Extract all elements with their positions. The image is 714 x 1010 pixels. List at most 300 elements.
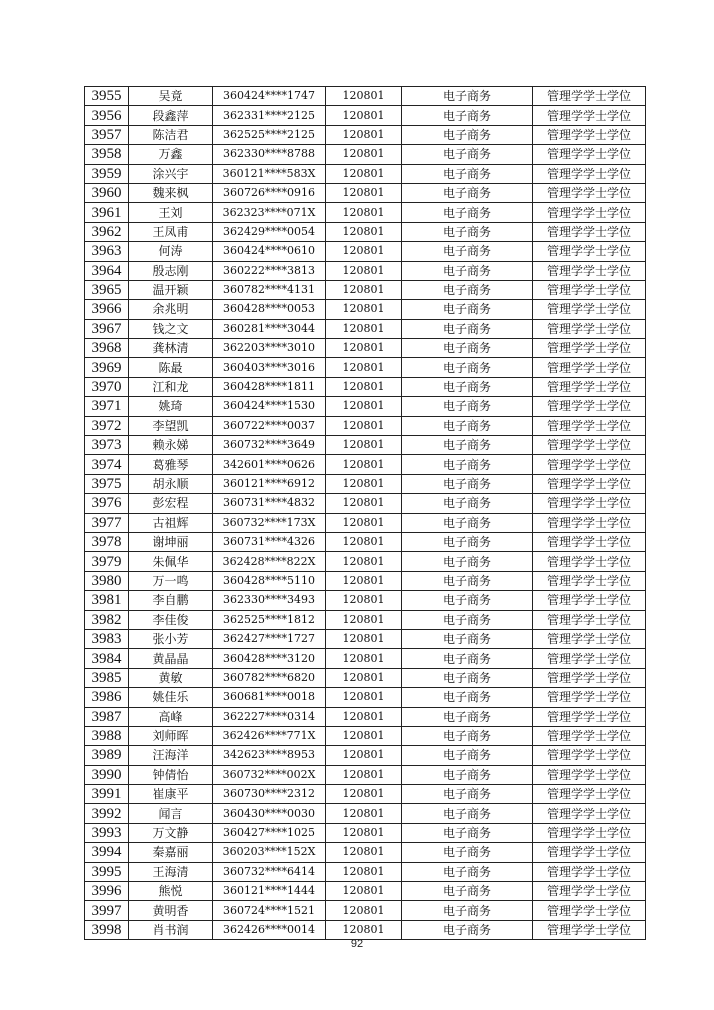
- major-code: 120801: [326, 183, 402, 202]
- major-name: 电子商务: [402, 649, 533, 668]
- degree-type: 管理学学士学位: [533, 649, 646, 668]
- major-name: 电子商务: [402, 416, 533, 435]
- row-number: 3965: [85, 280, 129, 299]
- degree-type: 管理学学士学位: [533, 377, 646, 396]
- table-row: [85, 300, 646, 319]
- degree-type: 管理学学士学位: [533, 804, 646, 823]
- major-code: 120801: [326, 242, 402, 261]
- student-name: 陈最: [129, 358, 213, 377]
- student-name: 姚佳乐: [129, 688, 213, 707]
- row-number: 3956: [85, 106, 129, 125]
- row-number: 3990: [85, 765, 129, 784]
- student-name: 王刘: [129, 203, 213, 222]
- major-code: 120801: [326, 629, 402, 648]
- table-row: [85, 765, 646, 784]
- table-row: [85, 261, 646, 280]
- student-name: 王凤甫: [129, 222, 213, 241]
- major-code: 120801: [326, 474, 402, 493]
- row-number: 3975: [85, 474, 129, 493]
- table-row: [85, 474, 646, 493]
- major-code: 120801: [326, 649, 402, 668]
- major-name: 电子商务: [402, 629, 533, 648]
- id-number: 360726****0916: [213, 183, 326, 202]
- table-row: [85, 436, 646, 455]
- degree-type: 管理学学士学位: [533, 145, 646, 164]
- major-code: 120801: [326, 494, 402, 513]
- table-row: [85, 823, 646, 842]
- major-code: 120801: [326, 416, 402, 435]
- row-number: 3962: [85, 222, 129, 241]
- degree-type: 管理学学士学位: [533, 726, 646, 745]
- table-row: [85, 610, 646, 629]
- major-name: 电子商务: [402, 319, 533, 338]
- student-name: 万一鸣: [129, 571, 213, 590]
- id-number: 360121****1444: [213, 882, 326, 901]
- row-number: 3958: [85, 145, 129, 164]
- row-number: 3976: [85, 494, 129, 513]
- table-row: [85, 494, 646, 513]
- major-name: 电子商务: [402, 746, 533, 765]
- student-name: 江和龙: [129, 377, 213, 396]
- student-name: 汪海洋: [129, 746, 213, 765]
- row-number: 3973: [85, 436, 129, 455]
- major-name: 电子商务: [402, 397, 533, 416]
- degree-type: 管理学学士学位: [533, 513, 646, 532]
- student-name: 吴竟: [129, 87, 213, 106]
- id-number: 360121****583X: [213, 164, 326, 183]
- table-row: [85, 222, 646, 241]
- student-name: 钟倩怡: [129, 765, 213, 784]
- student-name: 涂兴宇: [129, 164, 213, 183]
- table-row: [85, 726, 646, 745]
- student-name: 古祖辉: [129, 513, 213, 532]
- degree-type: 管理学学士学位: [533, 532, 646, 551]
- major-code: 120801: [326, 261, 402, 280]
- row-number: 3992: [85, 804, 129, 823]
- major-code: 120801: [326, 785, 402, 804]
- major-name: 电子商务: [402, 494, 533, 513]
- row-number: 3986: [85, 688, 129, 707]
- student-name: 秦嘉丽: [129, 843, 213, 862]
- table-row: [85, 688, 646, 707]
- id-number: 362426****771X: [213, 726, 326, 745]
- id-number: 360403****3016: [213, 358, 326, 377]
- row-number: 3997: [85, 901, 129, 920]
- degree-type: 管理学学士学位: [533, 688, 646, 707]
- id-number: 360121****6912: [213, 474, 326, 493]
- major-code: 120801: [326, 222, 402, 241]
- degree-type: 管理学学士学位: [533, 280, 646, 299]
- row-number: 3993: [85, 823, 129, 842]
- table-row: [85, 571, 646, 590]
- row-number: 3957: [85, 125, 129, 144]
- student-name: 赖永娣: [129, 436, 213, 455]
- student-name: 黄晶晶: [129, 649, 213, 668]
- student-name: 彭宏程: [129, 494, 213, 513]
- degree-type: 管理学学士学位: [533, 785, 646, 804]
- table-row: [85, 242, 646, 261]
- degree-type: 管理学学士学位: [533, 203, 646, 222]
- degree-type: 管理学学士学位: [533, 668, 646, 687]
- major-name: 电子商务: [402, 436, 533, 455]
- table-row: [85, 843, 646, 862]
- major-code: 120801: [326, 688, 402, 707]
- major-name: 电子商务: [402, 87, 533, 106]
- major-code: 120801: [326, 823, 402, 842]
- row-number: 3964: [85, 261, 129, 280]
- major-name: 电子商务: [402, 843, 533, 862]
- degree-type: 管理学学士学位: [533, 901, 646, 920]
- degree-type: 管理学学士学位: [533, 397, 646, 416]
- major-name: 电子商务: [402, 125, 533, 144]
- degree-type: 管理学学士学位: [533, 106, 646, 125]
- major-name: 电子商务: [402, 610, 533, 629]
- table-row: [85, 513, 646, 532]
- id-number: 360222****3813: [213, 261, 326, 280]
- table-row: [85, 552, 646, 571]
- major-name: 电子商务: [402, 552, 533, 571]
- table-row: [85, 87, 646, 106]
- id-number: 360782****4131: [213, 280, 326, 299]
- id-number: 360722****0037: [213, 416, 326, 435]
- table-row: [85, 377, 646, 396]
- degree-type: 管理学学士学位: [533, 823, 646, 842]
- student-name: 朱佩华: [129, 552, 213, 571]
- table-row: [85, 920, 646, 939]
- degree-type: 管理学学士学位: [533, 436, 646, 455]
- student-name: 钱之文: [129, 319, 213, 338]
- major-name: 电子商务: [402, 804, 533, 823]
- id-number: 360281****3044: [213, 319, 326, 338]
- major-name: 电子商务: [402, 513, 533, 532]
- degree-type: 管理学学士学位: [533, 746, 646, 765]
- row-number: 3991: [85, 785, 129, 804]
- major-code: 120801: [326, 203, 402, 222]
- degree-type: 管理学学士学位: [533, 87, 646, 106]
- id-number: 342623****8953: [213, 746, 326, 765]
- degree-type: 管理学学士学位: [533, 494, 646, 513]
- row-number: 3978: [85, 532, 129, 551]
- student-name: 余兆明: [129, 300, 213, 319]
- student-name: 黄敏: [129, 668, 213, 687]
- id-number: 362428****822X: [213, 552, 326, 571]
- id-number: 362525****2125: [213, 125, 326, 144]
- student-name: 温开颖: [129, 280, 213, 299]
- degree-type: 管理学学士学位: [533, 571, 646, 590]
- id-number: 360732****3649: [213, 436, 326, 455]
- major-code: 120801: [326, 319, 402, 338]
- id-number: 360724****1521: [213, 901, 326, 920]
- row-number: 3983: [85, 629, 129, 648]
- id-number: 360732****173X: [213, 513, 326, 532]
- id-number: 362427****1727: [213, 629, 326, 648]
- row-number: 3974: [85, 455, 129, 474]
- degree-type: 管理学学士学位: [533, 629, 646, 648]
- student-name: 王海清: [129, 862, 213, 881]
- row-number: 3987: [85, 707, 129, 726]
- degree-type: 管理学学士学位: [533, 455, 646, 474]
- table-row: [85, 164, 646, 183]
- id-number: 360731****4326: [213, 532, 326, 551]
- page-number: 92: [350, 938, 364, 950]
- degree-type: 管理学学士学位: [533, 882, 646, 901]
- table-row: [85, 183, 646, 202]
- id-number: 360203****152X: [213, 843, 326, 862]
- degree-type: 管理学学士学位: [533, 765, 646, 784]
- degree-type: 管理学学士学位: [533, 222, 646, 241]
- major-code: 120801: [326, 882, 402, 901]
- major-code: 120801: [326, 726, 402, 745]
- table-row: [85, 785, 646, 804]
- id-number: 362525****1812: [213, 610, 326, 629]
- id-number: 360428****5110: [213, 571, 326, 590]
- degree-type: 管理学学士学位: [533, 843, 646, 862]
- degree-type: 管理学学士学位: [533, 300, 646, 319]
- major-code: 120801: [326, 668, 402, 687]
- id-number: 360428****1811: [213, 377, 326, 396]
- table-row: [85, 125, 646, 144]
- major-name: 电子商务: [402, 455, 533, 474]
- student-name: 崔康平: [129, 785, 213, 804]
- table-row: [85, 203, 646, 222]
- student-name: 龚林清: [129, 339, 213, 358]
- major-name: 电子商务: [402, 164, 533, 183]
- student-name: 肖书润: [129, 920, 213, 939]
- major-code: 120801: [326, 591, 402, 610]
- major-code: 120801: [326, 106, 402, 125]
- major-code: 120801: [326, 552, 402, 571]
- table-row: [85, 358, 646, 377]
- table-row: [85, 668, 646, 687]
- row-number: 3989: [85, 746, 129, 765]
- table-row: [85, 804, 646, 823]
- roster-body: [85, 87, 646, 940]
- row-number: 3988: [85, 726, 129, 745]
- table-row: [85, 339, 646, 358]
- id-number: 360428****0053: [213, 300, 326, 319]
- degree-type: 管理学学士学位: [533, 125, 646, 144]
- major-code: 120801: [326, 164, 402, 183]
- student-name: 李自鹏: [129, 591, 213, 610]
- degree-type: 管理学学士学位: [533, 591, 646, 610]
- table-row: [85, 145, 646, 164]
- id-number: 362330****8788: [213, 145, 326, 164]
- major-name: 电子商务: [402, 920, 533, 939]
- major-name: 电子商务: [402, 358, 533, 377]
- student-name: 李佳俊: [129, 610, 213, 629]
- table-row: [85, 901, 646, 920]
- major-code: 120801: [326, 901, 402, 920]
- degree-type: 管理学学士学位: [533, 261, 646, 280]
- row-number: 3969: [85, 358, 129, 377]
- row-number: 3994: [85, 843, 129, 862]
- id-number: 360731****4832: [213, 494, 326, 513]
- student-name: 李望凯: [129, 416, 213, 435]
- major-code: 120801: [326, 920, 402, 939]
- row-number: 3959: [85, 164, 129, 183]
- student-name: 张小芳: [129, 629, 213, 648]
- id-number: 362331****2125: [213, 106, 326, 125]
- major-name: 电子商务: [402, 668, 533, 687]
- table-row: [85, 397, 646, 416]
- student-name: 何涛: [129, 242, 213, 261]
- major-code: 120801: [326, 610, 402, 629]
- major-name: 电子商务: [402, 474, 533, 493]
- major-code: 120801: [326, 765, 402, 784]
- major-name: 电子商务: [402, 688, 533, 707]
- major-code: 120801: [326, 746, 402, 765]
- major-name: 电子商务: [402, 785, 533, 804]
- major-name: 电子商务: [402, 300, 533, 319]
- student-name: 万文静: [129, 823, 213, 842]
- student-name: 高峰: [129, 707, 213, 726]
- major-name: 电子商务: [402, 280, 533, 299]
- row-number: 3981: [85, 591, 129, 610]
- id-number: 360732****002X: [213, 765, 326, 784]
- row-number: 3979: [85, 552, 129, 571]
- row-number: 3968: [85, 339, 129, 358]
- degree-type: 管理学学士学位: [533, 183, 646, 202]
- major-name: 电子商务: [402, 823, 533, 842]
- row-number: 3995: [85, 862, 129, 881]
- row-number: 3966: [85, 300, 129, 319]
- student-name: 殷志刚: [129, 261, 213, 280]
- major-code: 120801: [326, 843, 402, 862]
- major-code: 120801: [326, 377, 402, 396]
- table-row: [85, 707, 646, 726]
- degree-type: 管理学学士学位: [533, 862, 646, 881]
- table-row: [85, 629, 646, 648]
- degree-type: 管理学学士学位: [533, 610, 646, 629]
- major-name: 电子商务: [402, 571, 533, 590]
- id-number: 360681****0018: [213, 688, 326, 707]
- major-name: 电子商务: [402, 862, 533, 881]
- row-number: 3955: [85, 87, 129, 106]
- degree-type: 管理学学士学位: [533, 552, 646, 571]
- major-code: 120801: [326, 436, 402, 455]
- row-number: 3963: [85, 242, 129, 261]
- table-row: [85, 416, 646, 435]
- major-name: 电子商务: [402, 591, 533, 610]
- table-row: [85, 649, 646, 668]
- student-name: 黄明香: [129, 901, 213, 920]
- major-code: 120801: [326, 862, 402, 881]
- table-row: [85, 862, 646, 881]
- row-number: 3972: [85, 416, 129, 435]
- row-number: 3985: [85, 668, 129, 687]
- id-number: 360782****6820: [213, 668, 326, 687]
- major-name: 电子商务: [402, 145, 533, 164]
- id-number: 362426****0014: [213, 920, 326, 939]
- major-code: 120801: [326, 513, 402, 532]
- table-row: [85, 106, 646, 125]
- major-name: 电子商务: [402, 765, 533, 784]
- degree-type: 管理学学士学位: [533, 920, 646, 939]
- table-row: [85, 280, 646, 299]
- major-name: 电子商务: [402, 726, 533, 745]
- student-name: 万鑫: [129, 145, 213, 164]
- major-name: 电子商务: [402, 106, 533, 125]
- student-name: 胡永顺: [129, 474, 213, 493]
- row-number: 3961: [85, 203, 129, 222]
- major-name: 电子商务: [402, 339, 533, 358]
- major-code: 120801: [326, 339, 402, 358]
- major-code: 120801: [326, 300, 402, 319]
- major-code: 120801: [326, 145, 402, 164]
- major-name: 电子商务: [402, 183, 533, 202]
- id-number: 362227****0314: [213, 707, 326, 726]
- id-number: 360427****1025: [213, 823, 326, 842]
- table-row: [85, 532, 646, 551]
- id-number: 360428****3120: [213, 649, 326, 668]
- row-number: 3984: [85, 649, 129, 668]
- major-code: 120801: [326, 804, 402, 823]
- major-code: 120801: [326, 125, 402, 144]
- major-name: 电子商务: [402, 882, 533, 901]
- row-number: 3960: [85, 183, 129, 202]
- degree-roster-table: [84, 86, 646, 940]
- degree-type: 管理学学士学位: [533, 707, 646, 726]
- degree-type: 管理学学士学位: [533, 339, 646, 358]
- id-number: 360430****0030: [213, 804, 326, 823]
- id-number: 362330****3493: [213, 591, 326, 610]
- id-number: 362203****3010: [213, 339, 326, 358]
- student-name: 刘师晖: [129, 726, 213, 745]
- student-name: 谢坤丽: [129, 532, 213, 551]
- major-code: 120801: [326, 397, 402, 416]
- table-row: [85, 591, 646, 610]
- major-code: 120801: [326, 707, 402, 726]
- major-code: 120801: [326, 455, 402, 474]
- id-number: 360424****1747: [213, 87, 326, 106]
- row-number: 3998: [85, 920, 129, 939]
- major-code: 120801: [326, 87, 402, 106]
- row-number: 3982: [85, 610, 129, 629]
- id-number: 360730****2312: [213, 785, 326, 804]
- major-name: 电子商务: [402, 242, 533, 261]
- id-number: 362323****071X: [213, 203, 326, 222]
- student-name: 段鑫萍: [129, 106, 213, 125]
- id-number: 360424****1530: [213, 397, 326, 416]
- student-name: 姚琦: [129, 397, 213, 416]
- major-code: 120801: [326, 280, 402, 299]
- major-name: 电子商务: [402, 532, 533, 551]
- degree-type: 管理学学士学位: [533, 242, 646, 261]
- major-name: 电子商务: [402, 203, 533, 222]
- table-row: [85, 882, 646, 901]
- major-code: 120801: [326, 358, 402, 377]
- table-row: [85, 455, 646, 474]
- student-name: 闻言: [129, 804, 213, 823]
- id-number: 360424****0610: [213, 242, 326, 261]
- id-number: 360732****6414: [213, 862, 326, 881]
- row-number: 3971: [85, 397, 129, 416]
- table-row: [85, 746, 646, 765]
- row-number: 3967: [85, 319, 129, 338]
- degree-type: 管理学学士学位: [533, 474, 646, 493]
- student-name: 熊悦: [129, 882, 213, 901]
- row-number: 3996: [85, 882, 129, 901]
- row-number: 3980: [85, 571, 129, 590]
- student-name: 陈洁君: [129, 125, 213, 144]
- major-name: 电子商务: [402, 901, 533, 920]
- row-number: 3977: [85, 513, 129, 532]
- table-row: [85, 319, 646, 338]
- row-number: 3970: [85, 377, 129, 396]
- major-name: 电子商务: [402, 222, 533, 241]
- degree-type: 管理学学士学位: [533, 164, 646, 183]
- student-name: 魏来枫: [129, 183, 213, 202]
